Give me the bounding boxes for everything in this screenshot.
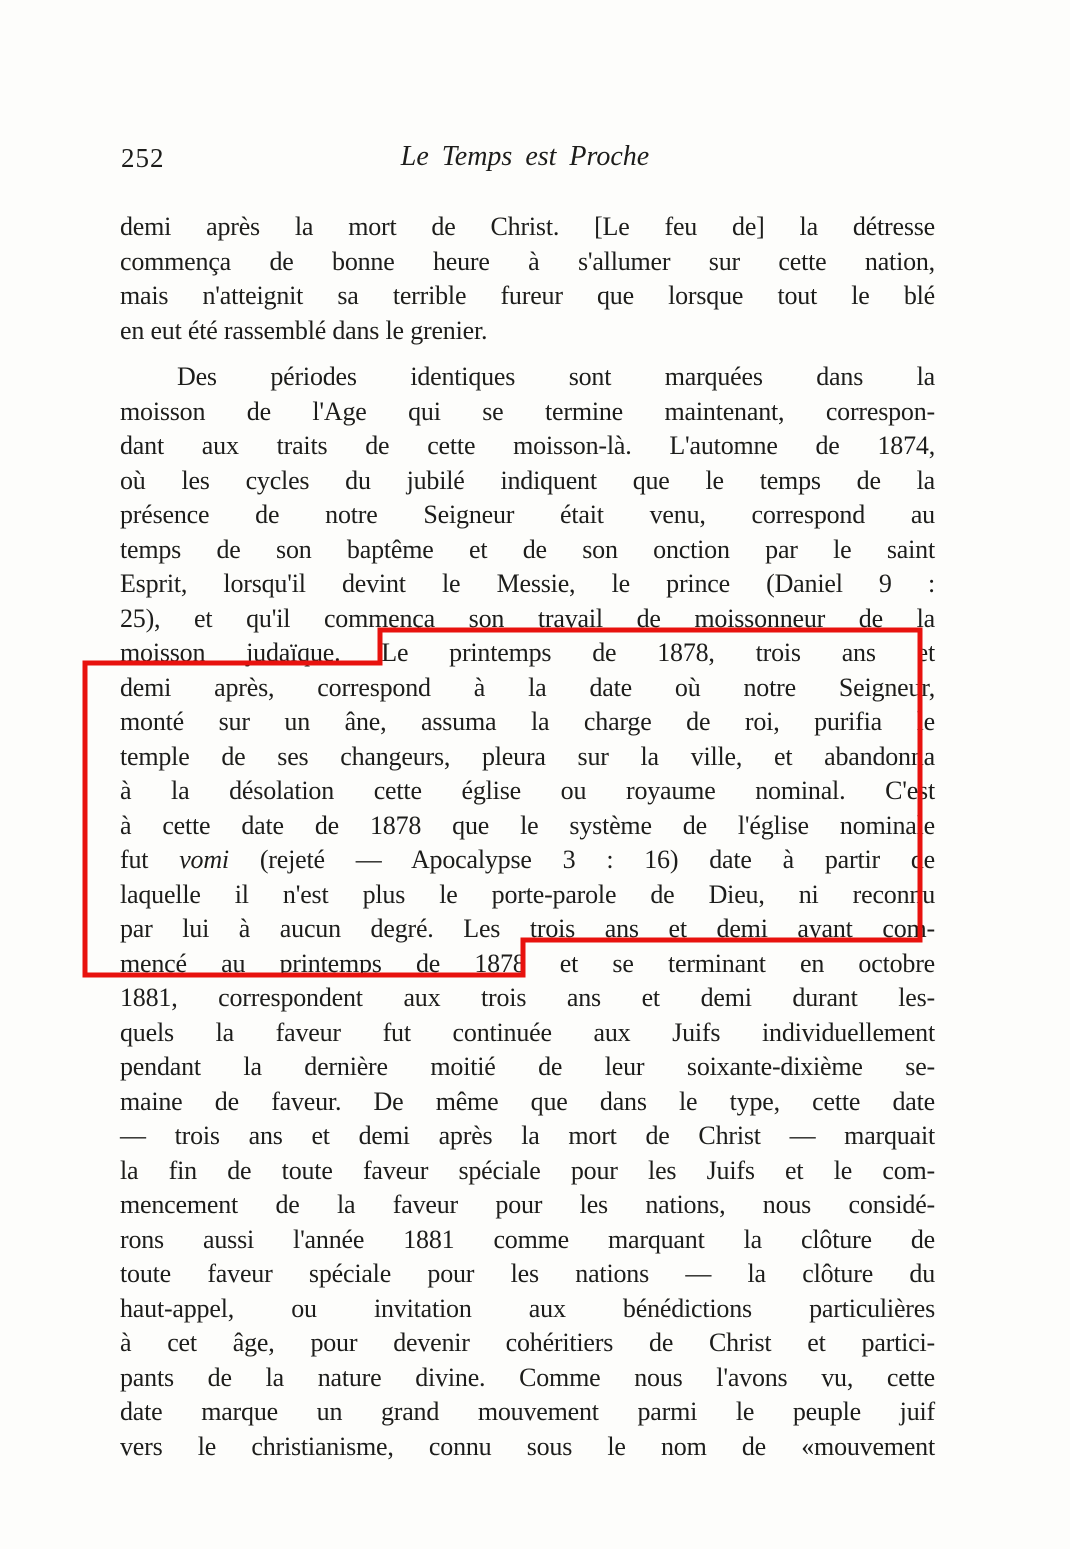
text-line: temps de son baptême et de son onction par le saint [120,534,935,564]
paragraph-2 [120,360,935,1464]
text-line: monté sur un âne, assuma la charge de roi, purifia le [120,707,935,736]
text-line: Des périodes identiques sont marquées dans la [177,362,935,391]
text-line: à cette date de 1878 que le système de l'église nominale [120,810,935,840]
page-number: 252 [121,143,165,173]
text-line: 25), et qu'il commença son travail de moissonneur de la [120,603,935,633]
text-segment: (rejeté — Apocalypse 3 : 16) date à partir de [228,845,935,874]
text-line: par lui à aucun degré. Les trois ans et demi ayant com- [120,914,935,943]
text-line: commença de bonne heure à s'allumer sur cette nation, [120,246,935,276]
text-line: moisson de l'Age qui se termine maintenant, correspon- [120,396,935,426]
text-line: mencement de la faveur pour les nations, nous considé- [120,1190,935,1219]
text-line: — trois ans et demi après la mort de Christ — marquait [120,1121,935,1150]
text-line: en eut été rassemblé dans le grenier. [120,315,488,345]
text-line: 1881, correspondent aux trois ans et demi durant les- [120,983,935,1012]
text-line: temple de ses changeurs, pleura sur la ville, et abandonna [120,741,935,771]
running-title: Le Temps est Proche [400,141,650,172]
italic-word: vomi [179,845,229,874]
text-line: date marque un grand mouvement parmi le peuple juif [120,1397,935,1426]
text-line: présence de notre Seigneur était venu, correspond au [120,500,935,529]
paragraph-1 [120,210,935,348]
text-line: dant aux traits de cette moisson-là. L'automne de 1874, [120,431,935,460]
text-line: mencé au printemps de 1878 et se terminant en octobre [120,948,935,978]
text-line: où les cycles du jubilé indiquent que le temps de la [120,465,935,495]
text-segment: fut [120,845,180,874]
text-line: vers le christianisme, connu sous le nom de «mouvement [120,1431,935,1461]
text-line: toute faveur spéciale pour les nations — la clôture du [120,1259,935,1288]
text-line: haut-appel, ou invitation aux bénédictions particulières [120,1293,935,1323]
text-line: demi après la mort de Christ. [Le feu de] la détresse [120,212,935,241]
text-line: moisson judaïque. Le printemps de 1878, trois ans et [120,638,935,667]
text-line: la fin de toute faveur spéciale pour les Juifs et le com- [120,1155,935,1185]
text-line: pants de la nature divine. Comme nous l'avons vu, cette [120,1362,935,1392]
text-line: pendant la dernière moitié de leur soixante-dixième se- [120,1052,935,1081]
text-line: à cet âge, pour devenir cohéritiers de Christ et partici- [120,1328,935,1357]
text-line: Esprit, lorsqu'il devint le Messie, le prince (Daniel 9 : [120,569,935,598]
text-line-with-italic [120,843,935,878]
text-line: rons aussi l'année 1881 comme marquant la clôture de [120,1224,935,1254]
text-line: quels la faveur fut continuée aux Juifs individuellement [120,1017,935,1047]
text-line: laquelle il n'est plus le porte-parole de Dieu, ni reconnu [120,879,935,909]
text-line: à la désolation cette église ou royaume nominal. C'est [120,776,935,805]
text-line: maine de faveur. De même que dans le type, cette date [120,1086,935,1116]
text-line: demi après, correspond à la date où notre Seigneur, [120,672,935,702]
text-line: mais n'atteignit sa terrible fureur que lorsque tout le blé [120,281,935,310]
